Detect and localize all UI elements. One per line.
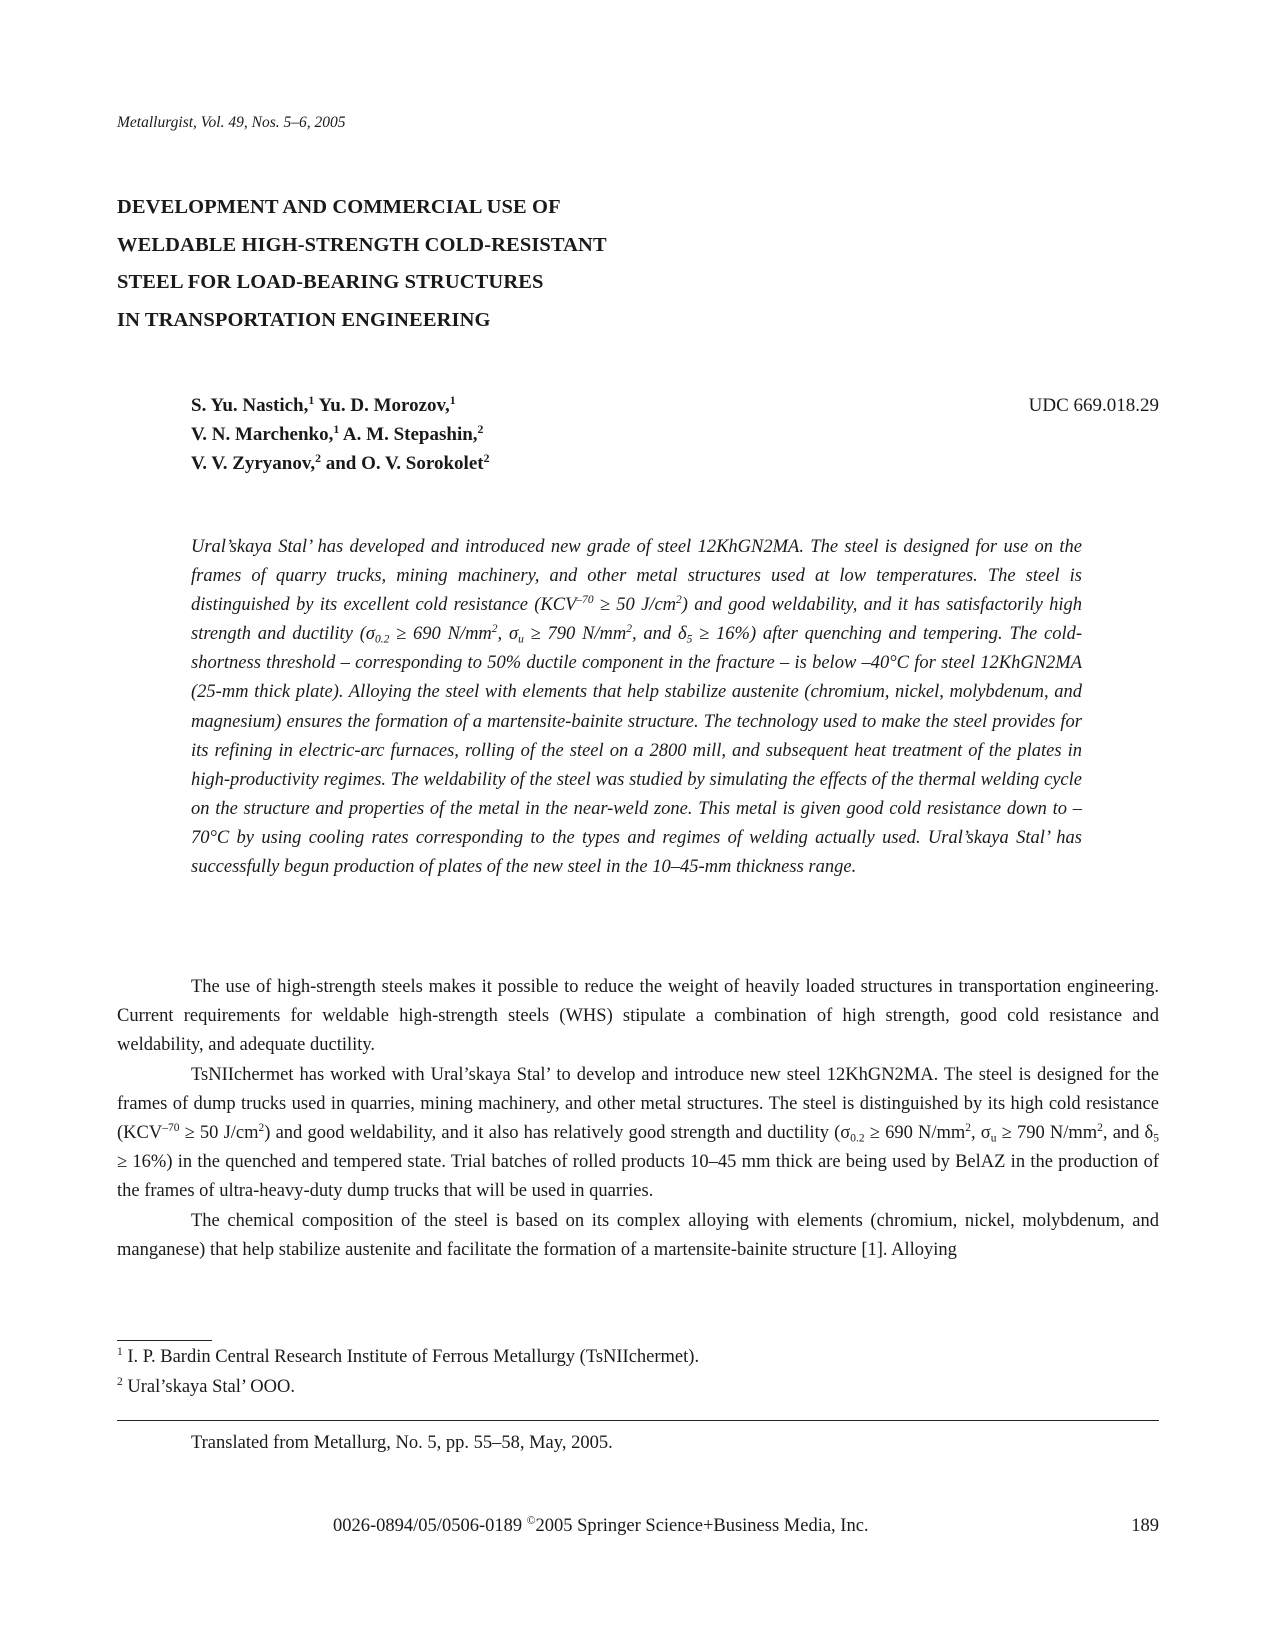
affiliation-mark: 2 (315, 451, 321, 465)
abstract-text: ≥ 690 N/mm (389, 624, 492, 645)
udc-code: UDC 669.018.29 (1028, 395, 1159, 416)
author-line (191, 449, 489, 478)
superscript: 2 (258, 1122, 265, 1135)
superscript: 2 (965, 1122, 971, 1135)
subscript: u (518, 633, 524, 646)
superscript: –70 (162, 1122, 180, 1135)
author-list (191, 391, 489, 478)
body-text-span: , σ (971, 1123, 991, 1144)
footnote (117, 1342, 699, 1372)
body-text-span: ) and good weldability, and it also has relatively good strength and ductility (σ (264, 1123, 851, 1144)
abstract-text: ≥ 16%) after quenching and tempering. The cold-shortness threshold – corresponding to 50% ductile component in the fracture – is below –40°C for steel 12KhGN2MA (25-mm thick plate). Alloying the steel with elements that help stabilize austenite (chromium, nickel, molybdenum, and magnesium) ensures the formation of a martensite-bainite structure. The technology used to make the steel provides for its refining in electric-arc furnaces, rolling of the steel on a 2800 mill, and subsequent heat treatment of the plates in high-productivity regimes. The weldability of the steel was studied by simulating the effects of the thermal welding cycle on the structure and properties of the metal in the near-weld zone. This metal is given good cold resistance down to –70°C by using cooling rates corresponding to the types and regimes of welding actually used. Ural’skaya Stal’ has successfully begun production of plates of the new steel in the 10–45-mm thickness range. (191, 624, 1082, 878)
abstract-text: , and δ (632, 624, 687, 645)
title-line: STEEL FOR LOAD-BEARING STRUCTURES (117, 271, 544, 293)
superscript: 2 (676, 594, 682, 607)
abstract (191, 533, 1082, 882)
affiliation-mark: 2 (477, 422, 484, 436)
journal-citation: Metallurgist, Vol. 49, Nos. 5–6, 2005 (117, 114, 346, 131)
title-line: DEVELOPMENT AND COMMERCIAL USE OF (117, 196, 561, 218)
footnote-text: Ural’skaya Stal’ OOO. (122, 1377, 296, 1397)
body-text-span: TsNIIchermet has worked with Ural’skaya Stal’ to develop and introduce new steel 12KhGN2MA. The steel is designed for the frames of dump trucks used in quarries, mining machinery, and other metal structures. The steel is distinguished by its high cold resistance (KCV (117, 1064, 1159, 1144)
body-text-span: ≥ 16%) in the quenched and tempered state. Trial batches of rolled products 10–45 mm thick are being used by BelAZ in the production of the frames of ultra-heavy-duty dump trucks that will be used in quarries. (117, 1152, 1159, 1202)
abstract-paragraph (191, 533, 1082, 882)
footnotes (117, 1342, 699, 1402)
title-line: WELDABLE HIGH-STRENGTH COLD-RESISTANT (117, 233, 607, 256)
author-name: V. V. Zyryanov, (191, 453, 316, 474)
abstract-text: Ural’skaya Stal’ has developed and introduced new grade of steel 12KhGN2MA. The steel is designed for use on the frames of quarry trucks, mining machinery, and other metal structures used at low temperatures. The steel is distinguished by its excellent cold resistance (KCV (191, 537, 1082, 616)
body-paragraph (117, 1061, 1159, 1207)
abstract-text: , σ (497, 624, 519, 645)
body-text-span: ≥ 50 J/cm (179, 1123, 259, 1144)
subscript: u (990, 1132, 997, 1145)
translation-note: Translated from Metallurg, No. 5, pp. 55–58, May, 2005. (191, 1433, 613, 1453)
author-line (191, 420, 489, 449)
footnote-marker: 2 (117, 1376, 123, 1389)
footnote (117, 1372, 699, 1402)
affiliation-mark: 1 (308, 393, 315, 407)
author-name: A. M. Stepashin, (339, 424, 478, 445)
copyright-line (333, 1511, 869, 1541)
body-text-span: , and δ (1102, 1123, 1154, 1144)
body-text (117, 973, 1159, 1265)
subscript: 0.2 (374, 633, 390, 646)
body-text-span: ≥ 790 N/mm (996, 1123, 1098, 1144)
publisher: 2005 Springer Science+Business Media, Inc. (535, 1516, 869, 1536)
article-title (117, 189, 607, 339)
superscript: 2 (1097, 1122, 1103, 1135)
author-line (191, 391, 489, 420)
author-name: and O. V. Sorokolet (320, 453, 484, 474)
footnote-divider (117, 1340, 212, 1341)
footnote-text: I. P. Bardin Central Research Institute of Ferrous Metallurgy (TsNIIchermet). (122, 1347, 700, 1367)
affiliation-mark: 1 (449, 393, 456, 407)
subscript: 5 (686, 633, 693, 646)
author-name: S. Yu. Nastich, (191, 395, 309, 416)
body-paragraph: The use of high-strength steels makes it possible to reduce the weight of heavily loaded structures in transportation engineering. Current requirements for weldable high-strength steels (WHS) stipulate a combination of high strength, good cold resistance and weldability, and adequate ductility. (117, 977, 1159, 1056)
subscript: 0.2 (850, 1132, 865, 1145)
author-name: Yu. D. Morozov, (314, 395, 450, 416)
title-line: IN TRANSPORTATION ENGINEERING (117, 308, 491, 331)
body-text-span: ≥ 690 N/mm (864, 1123, 966, 1144)
body-paragraph: The chemical composition of the steel is based on its complex alloying with elements (chromium, nickel, molybdenum, and manganese) that help stabilize austenite and facilitate the formation of a martensite-bainite structure [1]. Alloying (117, 1210, 1159, 1260)
abstract-text: ≥ 790 N/mm (523, 624, 627, 645)
author-name: V. N. Marchenko, (191, 424, 334, 445)
subscript: 5 (1153, 1132, 1160, 1145)
affiliation-mark: 1 (333, 422, 340, 436)
superscript: 2 (491, 623, 498, 636)
abstract-text: ≥ 50 J/cm (593, 595, 677, 616)
copyright-symbol: © (526, 1515, 536, 1528)
page-divider (117, 1420, 1159, 1421)
abstract-text: ) and good weldability, and it has satisfactorily high strength and ductility (σ (191, 595, 1082, 645)
page-number: 189 (1131, 1516, 1159, 1536)
footnote-marker: 1 (117, 1346, 123, 1359)
affiliation-mark: 2 (483, 451, 490, 465)
superscript: –70 (576, 594, 594, 607)
issn-code: 0026-0894/05/0506-0189 (333, 1516, 527, 1536)
superscript: 2 (626, 623, 633, 636)
